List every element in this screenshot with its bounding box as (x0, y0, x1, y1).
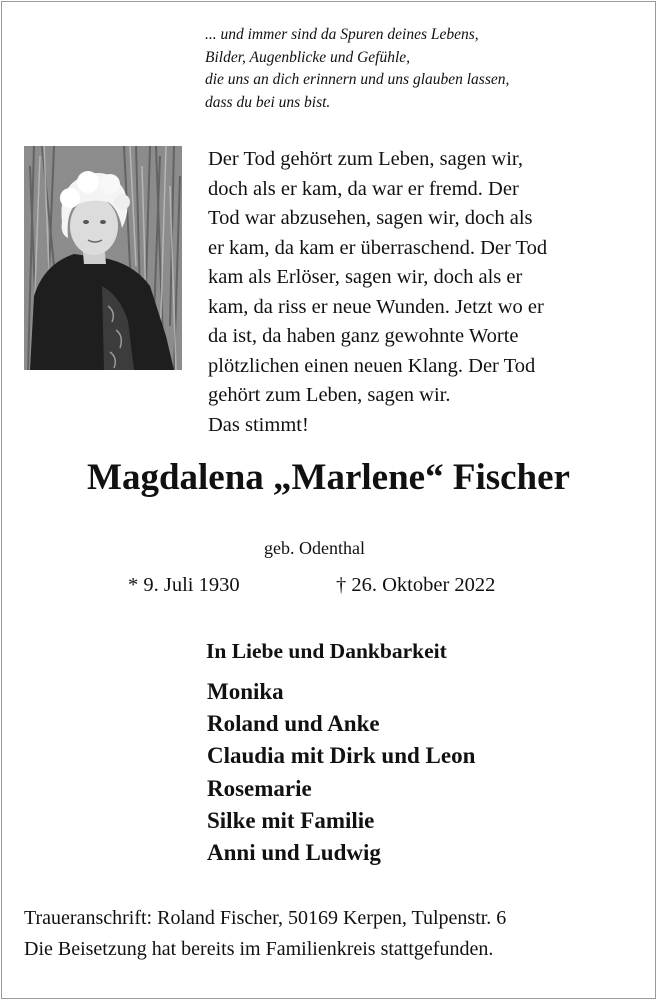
poem-line: kam, da riss er neue Wunden. Jetzt wo er (208, 295, 544, 318)
mourner-entry: Silke mit Familie (207, 807, 375, 833)
mourning-address: Traueranschrift: Roland Fischer, 50169 Kerpen, Tulpenstr. 6 (24, 907, 507, 929)
mourner-entry: Rosemarie (207, 775, 312, 801)
burial-note: Die Beisetzung hat bereits im Familienkreis stattgefunden. (24, 938, 494, 960)
poem-line: Das stimmt! (208, 413, 309, 436)
motto-verse (205, 24, 645, 114)
mourner-entry: Roland und Anke (207, 711, 380, 737)
mourner-entry: Claudia mit Dirk und Leon (207, 743, 476, 769)
mourner-entry: Monika (207, 679, 284, 704)
mourners-list (207, 676, 475, 869)
poem-line: er kam, da kam er überraschend. Der Tod (208, 236, 548, 259)
poem-text (208, 145, 648, 440)
motto-line: ... und immer sind da Spuren deines Lebens, (205, 26, 479, 43)
poem-line: Der Tod gehört zum Leben, sagen wir, (208, 148, 524, 170)
thanks-heading: In Liebe und Dankbarkeit (206, 639, 447, 663)
motto-line: die uns an dich erinnern und uns glauben lassen, (205, 71, 510, 88)
deceased-name: Magdalena „Marlene“ Fischer (87, 457, 570, 498)
poem-line: Tod war abzusehen, sagen wir, doch als (208, 207, 533, 229)
poem-line: gehört zum Leben, sagen wir. (208, 384, 451, 406)
motto-line: Bilder, Augenblicke und Gefühle, (205, 48, 411, 66)
portrait-photo (24, 146, 182, 370)
birth-date: * 9. Juli 1930 (128, 574, 240, 596)
death-date: † 26. Oktober 2022 (336, 574, 496, 596)
poem-line: doch als er kam, da war er fremd. Der (208, 177, 519, 200)
mourner-entry: Anni und Ludwig (207, 840, 381, 866)
footer-info (24, 903, 644, 965)
motto-line: dass du bei uns bist. (205, 93, 331, 111)
poem-line: plötzlichen einen neuen Klang. Der Tod (208, 354, 536, 377)
poem-line: da ist, da haben ganz gewohnte Worte (208, 325, 519, 347)
maiden-name: geb. Odenthal (264, 538, 365, 558)
portrait-image (24, 146, 182, 370)
poem-line: kam als Erlöser, sagen wir, doch als er (208, 266, 523, 288)
